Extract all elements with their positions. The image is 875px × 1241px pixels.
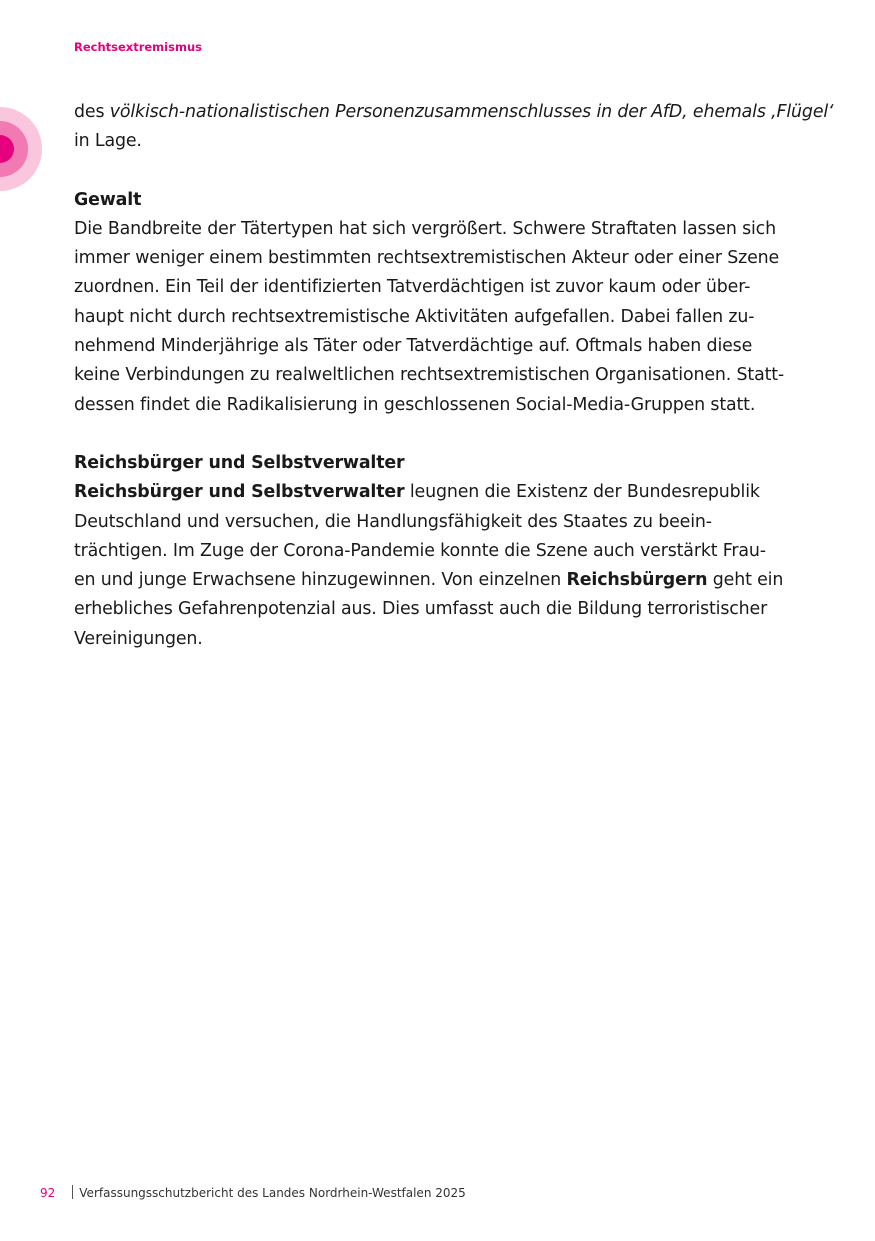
section-header: Rechtsextremismus <box>74 40 202 54</box>
reichsbuerger-line-4-pre: en und junge Erwachsene hinzugewinnen. Von einzelnen <box>74 570 567 591</box>
reichsbuerger-bold-term: Reichsbürger und Selbstverwalter <box>74 482 405 503</box>
page-body <box>74 98 834 654</box>
gewalt-line: zuordnen. Ein Teil der identifizierten Tatverdächtigen ist zuvor kaum oder über- <box>74 277 751 298</box>
reichsbuerger-heading: Reichsbürger und Selbstverwalter <box>74 452 405 473</box>
paragraph-gap <box>74 157 804 186</box>
gewalt-line: Die Bandbreite der Tätertypen hat sich vergrößert. Schwere Straftaten lassen sich <box>74 218 776 239</box>
chapter-marker-graphic <box>0 107 42 191</box>
intro-line-1 <box>74 98 834 127</box>
intro-prefix: des <box>74 102 110 122</box>
gewalt-line: keine Verbindungen zu realweltlichen rechtsextremistischen Organisationen. Statt- <box>74 365 785 386</box>
reichsbuerger-line-3: trächtigen. Im Zuge der Corona-Pandemie konnte die Szene auch verstärkt Frau- <box>74 540 766 561</box>
reichsbuerger-line-5: erhebliches Gefahrenpotenzial aus. Dies umfasst auch die Bildung terroristischer <box>74 599 768 620</box>
reichsbuerger-line-4 <box>74 566 804 595</box>
paragraph-gap <box>74 420 804 449</box>
gewalt-heading: Gewalt <box>74 189 142 210</box>
reichsbuerger-line-1-rest: leugnen die Existenz der Bundesrepublik <box>404 482 760 503</box>
reichsbuerger-line-1 <box>74 478 804 507</box>
gewalt-line: dessen findet die Radikalisierung in geschlossenen Social-Media-Gruppen statt. <box>74 394 756 415</box>
gewalt-section <box>74 186 804 420</box>
reichsbuerger-line-4-post: geht ein <box>707 570 784 591</box>
reichsbuerger-line-2: Deutschland und versuchen, die Handlungsfähigkeit des Staates zu beein- <box>74 511 712 532</box>
footer-title: Verfassungsschutzbericht des Landes Nordrhein-Westfalen 2025 <box>79 1186 466 1200</box>
reichsbuerger-section <box>74 449 804 654</box>
footer-divider <box>72 1185 73 1199</box>
gewalt-line: immer weniger einem bestimmten rechtsextremistischen Akteur oder einer Szene <box>74 248 780 269</box>
page-number: 92 <box>40 1186 56 1200</box>
page-footer <box>40 1185 466 1200</box>
gewalt-line: haupt nicht durch rechtsextremistische Aktivitäten aufgefallen. Dabei fallen zu- <box>74 306 755 327</box>
intro-line-2: in Lage. <box>74 131 142 152</box>
gewalt-line: nehmend Minderjährige als Täter oder Tatverdächtige auf. Oftmals haben diese <box>74 336 753 357</box>
intro-paragraph <box>74 98 834 157</box>
intro-italic: völkisch-nationalistischen Personenzusammenschlusses in der AfD, ehemals ‚Flügel‘ <box>109 102 834 122</box>
reichsbuerger-line-6: Vereinigungen. <box>74 628 203 649</box>
reichsbuerger-bold-term-2: Reichsbürgern <box>566 570 708 591</box>
